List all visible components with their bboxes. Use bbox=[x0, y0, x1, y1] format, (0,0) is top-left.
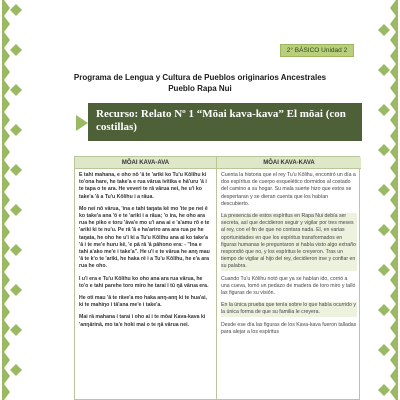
rapanui-paragraph: Mo nei nō vārua, 'ina e tahi taŋata kē mo 'ite pe nei ē ko take'a ana 'ō e te 'ariki i a rāua; 'o ira, he oho ara rua he piko e toru 'āva'e mo u'i ana ai e 'a'amu rō e te 'ariki ki te nu'u. Pe rā 'ā e ha'ariro ara ara rua pe he taŋata, he oho he u'i ki a Tu'u Kōlihu ana ai ko take'a 'ā i te me'e huru kē, 'e pā rā 'ā pāhono era: - "Ina e tahi a'ako me'e i take'a". He u'i e te vārua he anŋ mau 'ā te k'o te 'ariki, he haka rē i a Tu'u Kōlihu, he e'a ara rua he oho. bbox=[79, 205, 210, 270]
spanish-paragraph: En la única prueba que tenía sobre lo que había ocurrido y la única forma de que su familia le creyera. bbox=[221, 302, 356, 316]
spanish-paragraph: Desde ese día las figuras de los Kava-kava fueron talladas para alejar a los espíritus bbox=[221, 321, 357, 335]
rapanui-paragraph: E tahi mahana, e oho nō 'ā te 'ariki ko Tu'u Kōlihu ki to'ona hare, he take'a e rua vārua ivitika e hā'uru 'ā i te tapa o te ara. He veveri te rā vārua nei, he u'i ko take'a 'ā a Tu'u Kōlihu i a rāua. bbox=[79, 172, 207, 200]
program-title: Programa de Lengua y Cultura de Pueblos originarios Ancestrales bbox=[73, 73, 327, 82]
rapanui-text-column bbox=[75, 169, 217, 399]
spanish-text-column bbox=[217, 169, 361, 399]
border-pattern-right bbox=[374, 0, 400, 400]
spanish-paragraph: La presencia de estos espíritus en Rapa Nui debía ser secreta, así que decidieron seguir y vigilar por tres meses al rey, con el fin de que no contara nada. El, en varias oportunidades en que los espíritus transformados en figuras humanas le preguntaron si había visto algo extraño respondió que no, y los espíritus le creyeron. Tras un tiempo de vigilar al hijo del rey, decidieron irse y confiar en su palabra. bbox=[221, 213, 356, 270]
rapanui-paragraph: Mai rā mahana i tarai i oho ai i te mōai Kava-kava ki 'anŋārinā, mo ta'e hoki mai o te ŋā vārua nei. bbox=[79, 314, 206, 328]
spanish-paragraph: Cuando Tu'u Kōlihu notó que ya se habían ido, corrió a una cueva, tomó un pedazo de madera de toro miro y talló las figuras de su visión. bbox=[221, 275, 356, 297]
spanish-paragraph: Cuenta la historia que el rey Tu'u Kōlihu, encontró un día a dos espíritus de cuerpo esquelético dormidos al costado del camino a su hogar. Su mala suerte hizo que estos se despertaran y se dieran cuenta que los habían descubierto. bbox=[221, 172, 356, 207]
column-header-spanish: MŌAI KAVA-KAVA bbox=[217, 157, 361, 169]
page-header bbox=[40, 72, 360, 94]
arrow-right-icon bbox=[76, 115, 88, 131]
grade-unit-badge: 2° BÁSICO Unidad 2 bbox=[280, 44, 354, 57]
story-table bbox=[74, 156, 360, 400]
column-header-rapanui: MŌAI KAVA-AVA bbox=[75, 157, 217, 169]
rapanui-paragraph: He oti mau 'ā te rāve'a mo haka anŋ-anŋ ki te hua'ai, ki te mahiŋo i tā'ana me'e i take'a. bbox=[79, 295, 207, 309]
people-title: Pueblo Rapa Nui bbox=[168, 84, 232, 93]
border-pattern-left bbox=[0, 0, 26, 400]
resource-title: Recurso: Relato Nº 1 “Mōai kava-kava” El mōai (con costillas) bbox=[88, 103, 362, 141]
rapanui-paragraph: I u'i era e Tu'u Kōlihu ko oho ana ara rua vārua, he to'o e tahi parehe toro miro he tarai i tū ŋā vārua era. bbox=[79, 275, 209, 289]
